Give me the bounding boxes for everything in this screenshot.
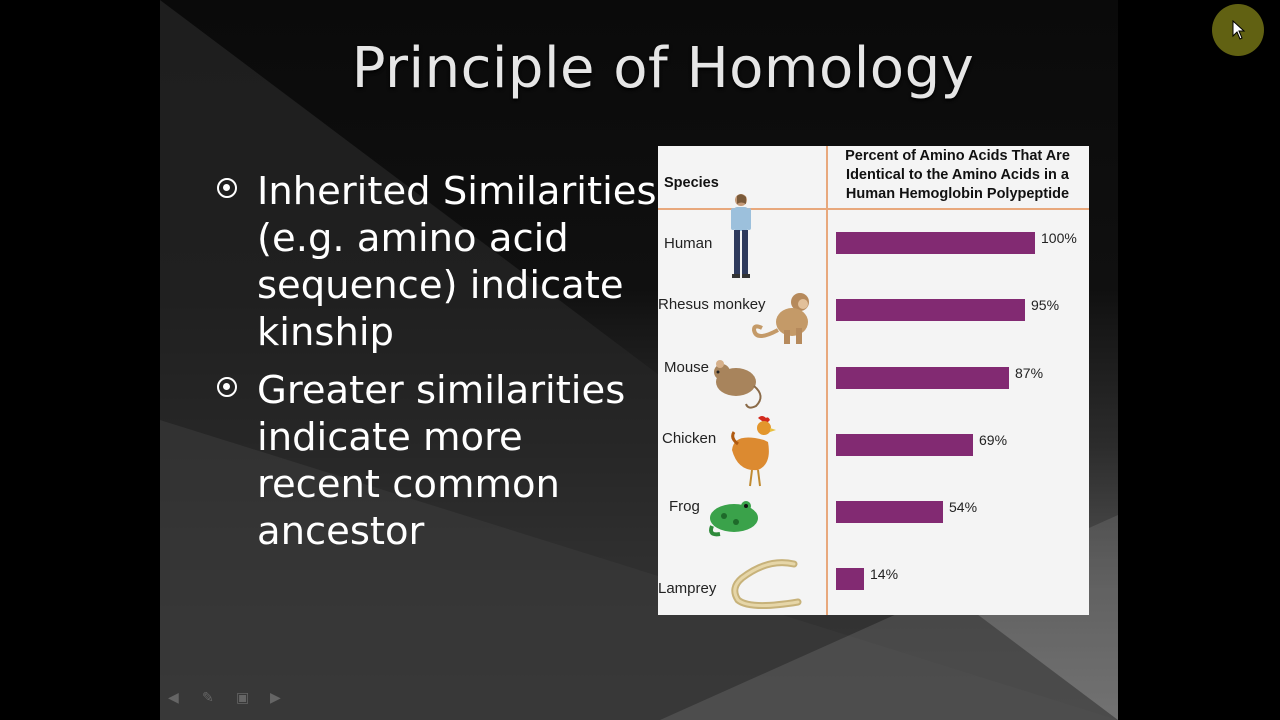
homology-bar-chart — [658, 146, 1089, 615]
column-divider — [826, 146, 828, 615]
mouse-icon — [710, 356, 768, 410]
frog-icon — [706, 494, 762, 538]
species-label-lamprey: Lamprey — [658, 580, 717, 597]
percent-column-header: Percent of Amino Acids That Are Identical to the Amino Acids in a Human Hemoglobin Polypeptide — [845, 148, 1070, 202]
bullet-text: Greater similarities indicate more recent common ancestor — [257, 368, 626, 554]
bar-value-label: 87% — [1015, 365, 1044, 381]
bar-value-label: 14% — [870, 566, 899, 582]
species-label-rhesus-monkey: Rhesus monkey — [658, 296, 766, 313]
species-label-mouse: Mouse — [664, 359, 710, 376]
bullet-icon — [217, 377, 237, 397]
species-label-human: Human — [664, 235, 713, 252]
slide-title: Principle of Homology — [351, 36, 975, 101]
pen-icon[interactable]: ✎ — [202, 690, 214, 706]
bullet-text: Inherited Similarities (e.g. amino acid sequence) indicate kinship — [257, 169, 657, 355]
lamprey-icon — [728, 556, 808, 612]
bar-lamprey — [836, 568, 864, 590]
bar-value-label: 100% — [1041, 230, 1077, 246]
bar-value-label: 95% — [1031, 297, 1060, 313]
bar-value-label: 54% — [949, 499, 978, 515]
bar-human — [836, 232, 1035, 254]
bar-chicken — [836, 434, 973, 456]
mouse-pointer-icon — [1232, 20, 1246, 40]
human-figure-icon — [726, 192, 756, 280]
next-slide-icon[interactable]: ▶ — [270, 690, 281, 706]
species-label-chicken: Chicken — [662, 430, 717, 447]
bar-frog — [836, 501, 943, 523]
slide-menu-icon[interactable]: ▣ — [236, 690, 250, 706]
species-label-frog: Frog — [669, 498, 700, 515]
chicken-icon — [728, 414, 780, 488]
header-divider — [658, 208, 1089, 210]
bar-value-label: 69% — [979, 432, 1008, 448]
monkey-icon — [750, 290, 820, 346]
bar-rhesus-monkey — [836, 299, 1025, 321]
species-column-header: Species — [664, 175, 719, 191]
previous-slide-icon[interactable]: ◀ — [168, 690, 179, 706]
slideshow-toolbar — [168, 690, 288, 704]
bullet-icon — [217, 178, 237, 198]
bar-mouse — [836, 367, 1009, 389]
